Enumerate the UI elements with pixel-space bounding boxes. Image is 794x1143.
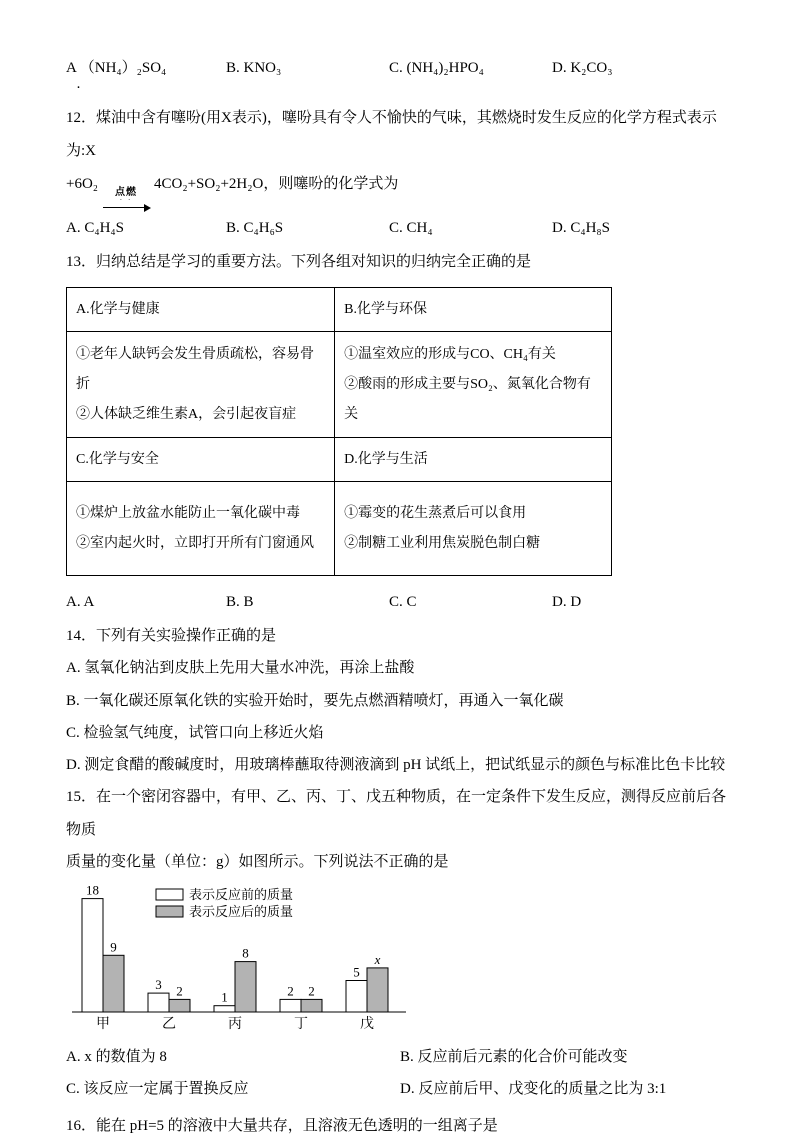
bar — [148, 993, 169, 1012]
q15-options-row-1 — [66, 1041, 732, 1073]
stray-dot-mark: · — [76, 80, 81, 96]
q14-block — [66, 620, 732, 781]
q15-option-c: C. 该反应一定属于置换反应 — [66, 1081, 249, 1098]
legend-swatch — [156, 889, 183, 900]
category-label: 乙 — [162, 1017, 176, 1033]
q14-option-c: C. 检验氢气纯度，试管口向上移近火焰 — [66, 724, 324, 741]
bar — [301, 1000, 322, 1013]
cell-c-content — [67, 482, 335, 576]
q14-title: 14．下列有关实验操作正确的是 — [66, 628, 277, 645]
cell-b-header: B.化学与环保 — [335, 288, 612, 332]
q13-option-b: B. B — [226, 594, 254, 611]
legend-label: 表示反应后的质量 — [189, 904, 294, 920]
cell-a-header: A.化学与健康 — [67, 288, 335, 332]
table-row-headers-cd — [67, 438, 612, 482]
bar-value-label: x — [374, 952, 381, 968]
q15-text-line2: 质量的变化量（单位：g）如图所示。下列说法不正确的是 — [66, 853, 449, 870]
bar-value-label: 1 — [221, 989, 228, 1005]
category-label: 甲 — [96, 1017, 110, 1033]
table-row-content-ab — [67, 332, 612, 438]
mass-change-bar-chart — [68, 884, 420, 1036]
category-label: 丁 — [294, 1017, 308, 1033]
q13-option-d: D. D — [552, 594, 582, 611]
bar-value-label: 9 — [110, 939, 117, 955]
category-label: 丙 — [228, 1017, 242, 1033]
cell-line: ②制糖工业利用焦炭脱色制白糖 — [344, 535, 541, 551]
q15-option-d: D. 反应前后甲、戊变化的质量之比为 3:1 — [400, 1081, 667, 1098]
cell-d-header: D.化学与生活 — [335, 438, 612, 482]
q14-option-d: D. 测定食醋的酸碱度时，用玻璃棒蘸取待测液滴到 pH 试纸上，把试纸显示的颜色与标准比色卡比较 — [66, 757, 726, 774]
q11-option-a: A （NH₄）₂SO₄ — [66, 60, 167, 76]
q11-option-b: B. KNO₃ — [226, 60, 282, 76]
cell-line: ②室内起火时，立即打开所有门窗通风 — [76, 535, 314, 551]
q16-title: 16．能在 pH=5 的溶液中大量共存，且溶液无色透明的一组离子是 — [66, 1117, 498, 1134]
q13-knowledge-table — [66, 287, 612, 576]
q15-figure — [68, 884, 732, 1041]
q13-title: 13．归纳总结是学习的重要方法。下列各组对知识的归纳完全正确的是 — [66, 254, 532, 271]
q11-option-c: C. (NH₄)₂HPO₄ — [389, 60, 484, 76]
legend-label: 表示反应前的质量 — [189, 887, 294, 903]
bar — [103, 955, 124, 1012]
q12-text-line1: 12．煤油中含有噻吩(用X表示)，噻吩具有令人不愉快的气味，其燃烧时发生反应的化学方程式表示为:X — [66, 110, 717, 159]
q14-option-a: A. 氢氧化钠沾到皮肤上先用大量水冲洗，再涂上盐酸 — [66, 660, 415, 677]
cell-d-content — [335, 482, 612, 576]
cell-line: ②人体缺乏维生素A，会引起夜盲症 — [76, 406, 297, 422]
q11-option-d: D. K₂CO₃ — [552, 60, 613, 76]
reaction-condition-arrow — [103, 187, 149, 208]
bar — [169, 1000, 190, 1013]
q12-option-a: A. C₄H₄S — [66, 220, 124, 237]
q11-options-row — [66, 56, 732, 80]
q13-options-row — [66, 590, 732, 614]
category-label: 戊 — [360, 1017, 374, 1033]
legend-swatch — [156, 906, 183, 917]
bar — [235, 962, 256, 1012]
q12-option-b: B. C₄H₆S — [226, 220, 284, 237]
bar — [346, 981, 367, 1013]
q12-option-d: D. C₄H₈S — [552, 220, 610, 237]
q12-options-row — [66, 216, 732, 240]
emphasis-dots: ·· — [119, 196, 137, 204]
cell-line: ①霉变的花生蒸煮后可以食用 — [344, 505, 527, 521]
equation-lhs: +6O₂ — [66, 176, 99, 192]
q15-option-b: B. 反应前后元素的化合价可能改变 — [400, 1049, 628, 1066]
q13-option-c: C. C — [389, 594, 417, 611]
cell-line: ①温室效应的形成与CO、CH₄有关 — [344, 346, 556, 362]
bar-value-label: 5 — [353, 964, 360, 980]
q14-option-b: B. 一氧化碳还原氧化铁的实验开始时，要先点燃酒精喷灯，再通入一氧化碳 — [66, 692, 564, 709]
bar-value-label: 8 — [242, 945, 249, 961]
cell-b-content — [335, 332, 612, 438]
q13-option-a: A. A — [66, 594, 95, 611]
bar-value-label: 2 — [287, 983, 294, 999]
cell-line: ①煤炉上放盆水能防止一氧化碳中毒 — [76, 505, 300, 521]
bar — [214, 1006, 235, 1012]
q15-block — [66, 781, 732, 1105]
bar — [82, 899, 103, 1012]
q15-option-a: A. x 的数值为 8 — [66, 1049, 167, 1066]
bar-value-label: 2 — [308, 983, 315, 999]
q12-equation-line — [66, 168, 732, 208]
q12-option-c: C. CH₄ — [389, 220, 433, 237]
ignite-condition-label: 点燃 — [115, 187, 138, 198]
bar-value-label: 3 — [155, 977, 162, 993]
bar — [367, 968, 388, 1012]
table-row-content-cd — [67, 482, 612, 576]
cell-c-header: C.化学与安全 — [67, 438, 335, 482]
arrow-line — [103, 202, 149, 208]
cell-a-content — [67, 332, 335, 438]
table-row-headers-ab — [67, 288, 612, 332]
bar-value-label: 2 — [176, 983, 183, 999]
bar — [280, 1000, 301, 1013]
equation-rhs: 4CO₂+SO₂+2H₂O，则噻吩的化学式为 — [154, 176, 399, 192]
bar-value-label: 18 — [86, 884, 99, 898]
q15-text-line1: 15．在一个密闭容器中，有甲、乙、丙、丁、戊五种物质，在一定条件下发生反应，测得反应前后各物质 — [66, 789, 727, 838]
cell-line: ①老年人缺钙会发生骨质疏松，容易骨折 — [76, 346, 314, 392]
cell-line: ②酸雨的形成主要与SO₂、氮氧化合物有关 — [344, 376, 591, 422]
q15-options-row-2 — [66, 1073, 732, 1105]
